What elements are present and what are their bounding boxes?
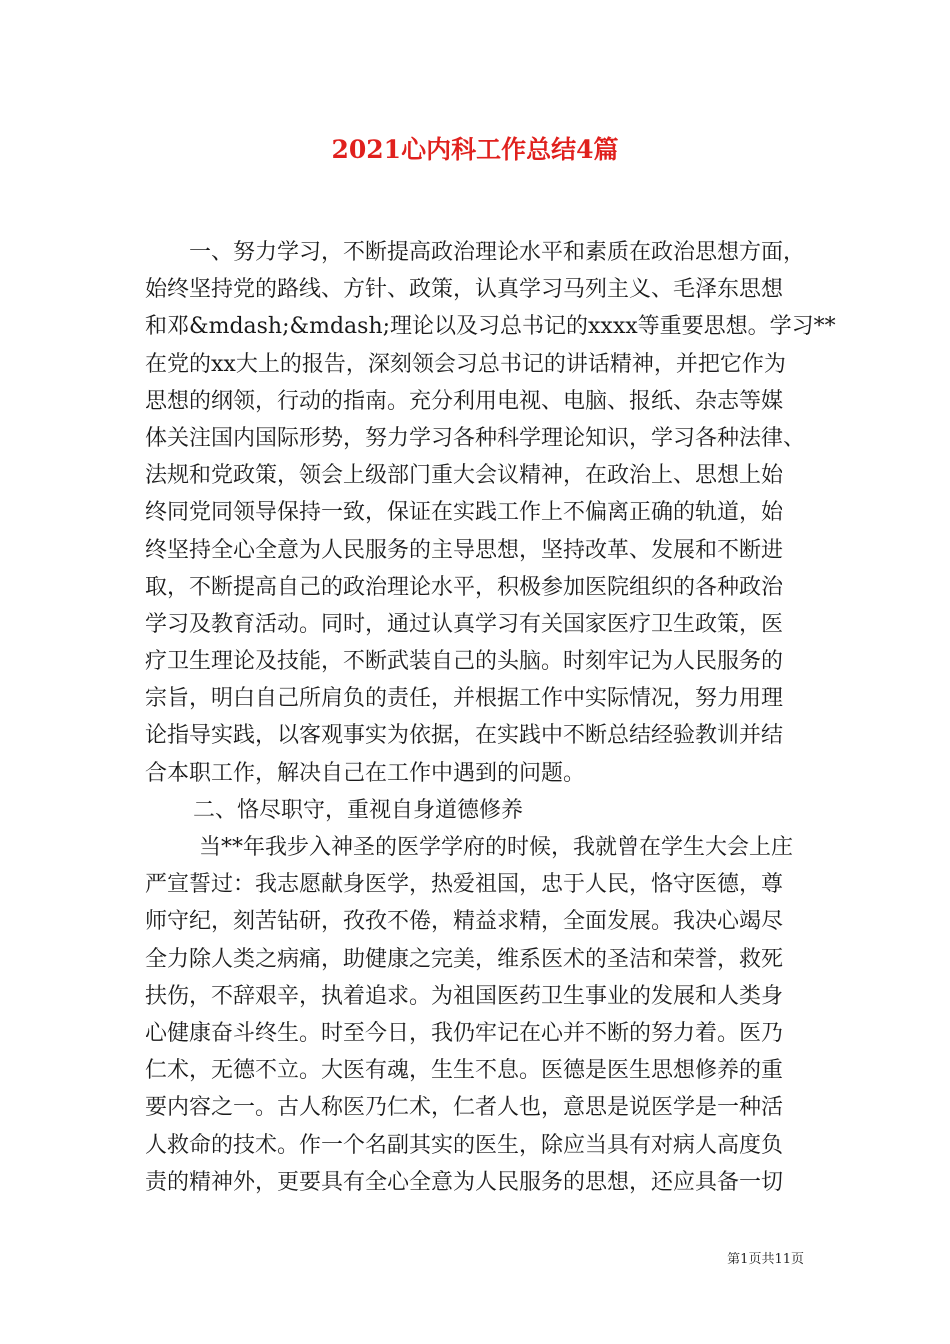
text-line: 体关注国内国际形势，努力学习各种科学理论知识，学习各种法律、 — [145, 425, 806, 451]
text-line: 扶伤，不辞艰辛，执着追求。为祖国医药卫生事业的发展和人类身 — [145, 983, 784, 1009]
text-line: 论指导实践，以客观事实为依据，在实践中不断总结经验教训并结 — [145, 723, 784, 749]
document-title: 2021心内科工作总结4篇 — [331, 135, 619, 164]
text-line: 思想的纲领，行动的指南。充分利用电视、电脑、报纸、杂志等媒 — [145, 388, 784, 414]
text-line: 一、努力学习，不断提高政治理论水平和素质在政治思想方面， — [189, 240, 806, 265]
text-line: 法规和党政策，领会上级部门重大会议精神，在政治上、思想上始 — [145, 463, 784, 489]
text-line: 终坚持全心全意为人民服务的主导思想，坚持改革、发展和不断进 — [145, 537, 784, 563]
text-line: 宗旨，明白自己所肩负的责任，并根据工作中实际情况，努力用理 — [145, 686, 784, 712]
text-line: 师守纪，刻苦钻研，孜孜不倦，精益求精，全面发展。我决心竭尽 — [145, 909, 784, 935]
text-line: 责的精神外，更要具有全心全意为人民服务的思想，还应具备一切 — [145, 1169, 784, 1195]
text-line: 要内容之一。古人称医乃仁术，仁者人也，意思是说医学是一种活 — [145, 1095, 784, 1121]
text-line: 仁术，无德不立。大医有魂，生生不息。医德是医生思想修养的重 — [145, 1058, 784, 1084]
text-line: 取，不断提高自己的政治理论水平，积极参加医院组织的各种政治 — [145, 574, 784, 600]
text-line: 当**年我步入神圣的医学学府的时候，我就曾在学生大会上庄 — [199, 835, 794, 860]
text-line: 和邓&mdash;&mdash;理论以及习总书记的xxxx等重要思想。学习** — [145, 314, 836, 340]
text-line: 人救命的技术。作一个名副其实的医生，除应当具有对病人高度负 — [145, 1132, 784, 1158]
text-line: 在党的xx大上的报告，深刻领会习总书记的讲话精神，并把它作为 — [145, 351, 786, 377]
text-line: 疗卫生理论及技能，不断武装自己的头脑。时刻牢记为人民服务的 — [145, 649, 784, 675]
section-heading: 二、恪尽职守，重视自身道德修养 — [193, 797, 524, 823]
text-line: 心健康奋斗终生。时至今日，我仍牢记在心并不断的努力着。医乃 — [145, 1020, 784, 1046]
document-body — [145, 234, 836, 1201]
page-number: 第1页共11页 — [727, 1252, 804, 1267]
text-line: 始终坚持党的路线、方针、政策，认真学习马列主义、毛泽东思想 — [145, 277, 784, 303]
text-line: 合本职工作，解决自己在工作中遇到的问题。 — [145, 760, 586, 786]
text-line: 严宣誓过：我志愿献身医学，热爱祖国，忠于人民，恪守医德，尊 — [145, 872, 784, 898]
text-line: 全力除人类之病痛，助健康之完美，维系医术的圣洁和荣誉，救死 — [145, 946, 784, 972]
text-line: 学习及教育活动。同时，通过认真学习有关国家医疗卫生政策，医 — [145, 611, 784, 637]
text-line: 终同党同领导保持一致，保证在实践工作上不偏离正确的轨道，始 — [145, 500, 784, 526]
